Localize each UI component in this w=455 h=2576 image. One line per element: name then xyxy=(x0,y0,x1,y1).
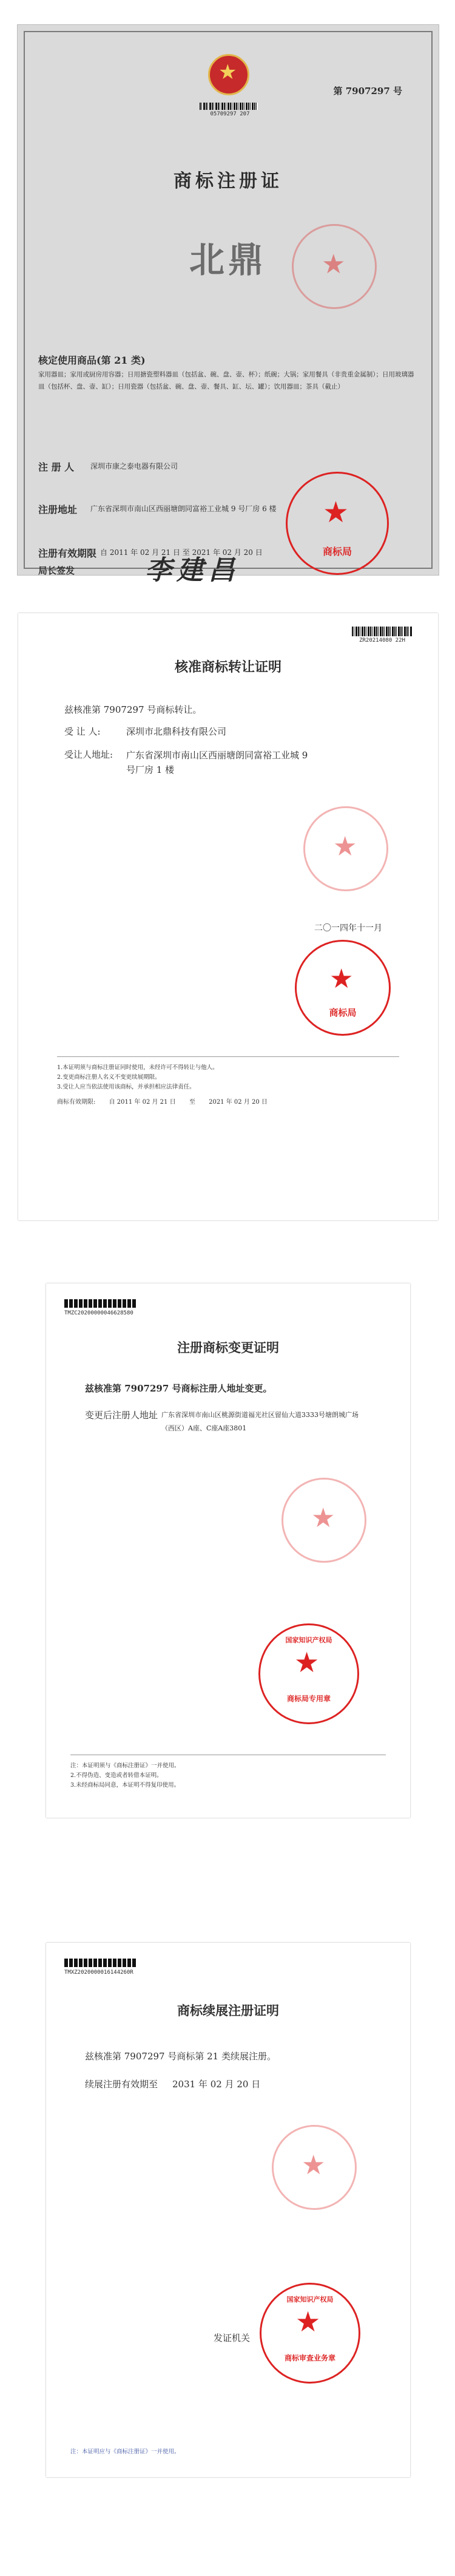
assignee-label: 受 让 人: xyxy=(64,726,101,737)
note-3: 3.受让人应当依法使用该商标，并承担相应法律责任。 xyxy=(57,1084,195,1090)
barcode-number: TMZC20200000046628580 xyxy=(64,1310,133,1316)
note-2: 2.不得伪造、变造或者转借本证明。 xyxy=(70,1772,163,1779)
certificate-serial: 第 7907297 号 xyxy=(333,86,402,97)
stamp-text: 国家知识产权局 xyxy=(285,1636,332,1644)
barcode xyxy=(352,627,413,636)
stamp-label: 商标局 xyxy=(322,546,352,557)
validity-value: 自 2011 年 02 月 21 日 至 2021 年 02 月 20 日 xyxy=(100,548,263,557)
header-logo xyxy=(64,1959,137,1967)
stamp-label: 商标审查业务章 xyxy=(284,2354,335,2362)
stamp-faint: ★ xyxy=(272,2125,357,2210)
note-3: 3.未经商标局同意，本证明不得复印使用。 xyxy=(70,1782,180,1789)
address-value: 广东省深圳市南山区西丽塘朗同富裕工业城 9 号厂房 6 楼 xyxy=(90,505,277,513)
document-title: 注册商标变更证明 xyxy=(177,1340,279,1355)
barcode-number: TMXZ2020000016144260R xyxy=(64,1969,133,1976)
trademark-office-stamp: ★ 商标局 xyxy=(286,472,389,575)
approval-line: 兹核准第 7907297 号商标第 21 类续展注册。 xyxy=(85,2051,276,2062)
notes-divider xyxy=(57,1056,399,1057)
certificate-title: 商标注册证 xyxy=(174,171,283,192)
validity-value: 2031 年 02 月 20 日 xyxy=(172,2079,261,2090)
document-title: 商标续展注册证明 xyxy=(177,2003,279,2018)
barcode-number: 05709297 207 xyxy=(210,111,250,117)
transfer-approval-certificate xyxy=(18,613,438,1220)
goods-text: 家用器皿；家用或厨房用容器；日用搪瓷塑料器皿（包括盆、碗、盘、壶、杯）；纸碗；大锅；家用餐具（非贵重金属制）；日用玻璃器皿（包括杯、盘、壶、缸）；日用瓷器（包括盆、碗、盘、壶、餐具、缸、坛、罐）；饮用器皿；茶具（截止） xyxy=(38,371,414,390)
assignee-address-value: 广东省深圳市南山区西丽塘朗同富裕工业城 9 号厂房 1 楼 xyxy=(126,750,308,775)
national-emblem-icon: ★ xyxy=(208,54,249,95)
issuer-label: 发证机关 xyxy=(214,2333,251,2343)
document-title: 核准商标转让证明 xyxy=(174,659,281,675)
ip-office-stamp: ★ 国家知识产权局 商标审查业务章 xyxy=(260,2283,360,2384)
assignee-value: 深圳市北鼎科技有限公司 xyxy=(126,726,227,737)
stamp-faint: ★ xyxy=(281,1478,366,1563)
stamp-label: 商标局 xyxy=(329,1007,357,1018)
approval-line: 兹核准第 7907297 号商标注册人地址变更。 xyxy=(85,1383,272,1394)
barcode xyxy=(200,103,258,110)
address-label: 注册地址 xyxy=(38,504,78,515)
renewal-certificate xyxy=(46,1943,410,2477)
stamp-text: 国家知识产权局 xyxy=(286,2296,334,2303)
stamp-faint: ★ xyxy=(303,806,388,891)
validity-label: 续展注册有效期至 xyxy=(85,2079,158,2090)
assignee-address-label: 受让人地址: xyxy=(64,749,113,760)
registrant-label: 注 册 人 xyxy=(38,461,75,473)
trademark-registration-certificate xyxy=(17,24,439,586)
trademark-office-stamp: ★ 商标局 xyxy=(295,940,391,1036)
registrant-value: 深圳市康之泰电器有限公司 xyxy=(90,462,178,471)
director-label: 局长签发 xyxy=(38,565,75,576)
change-certificate xyxy=(46,1283,410,1818)
note-2: 2.变更商标注册人名义不变更续展期限。 xyxy=(57,1074,161,1081)
stamp-date: 二〇一四年十一月 xyxy=(314,923,382,933)
barcode-number: ZR20214080 22H xyxy=(359,637,405,644)
ip-office-stamp: ★ 国家知识产权局 商标局专用章 xyxy=(258,1623,359,1724)
approval-line: 兹核准第 7907297 号商标转让。 xyxy=(64,704,202,715)
note-1: 注：本证明须与《商标注册证》一并使用。 xyxy=(70,1762,180,1769)
stamp-label: 商标局专用章 xyxy=(286,1694,331,1703)
validity-label: 注册有效期限 xyxy=(38,548,97,559)
new-address-value: 广东省深圳市南山区桃源街道福光社区留仙大道3333号塘朗城广场（西区）A座、C座A座3801 xyxy=(161,1411,359,1432)
note: 注：本证明应与《商标注册证》一并使用。 xyxy=(70,2449,180,2455)
header-logo xyxy=(64,1299,137,1308)
trademark-logo: 北鼎 xyxy=(189,239,267,280)
note-1: 1.本证明须与商标注册证同时使用，未经许可不得转让与他人。 xyxy=(57,1064,218,1071)
director-signature: 李建昌 xyxy=(145,555,240,586)
validity: 商标有效期限: 自 2011 年 02 月 21 日 至 2021 年 02 月 20 日 xyxy=(57,1099,268,1106)
stamp-registration-faint: ★ xyxy=(292,224,377,309)
goods-heading: 核定使用商品(第 21 类) xyxy=(38,355,146,366)
new-address-label: 变更后注册人地址 xyxy=(85,1410,158,1421)
